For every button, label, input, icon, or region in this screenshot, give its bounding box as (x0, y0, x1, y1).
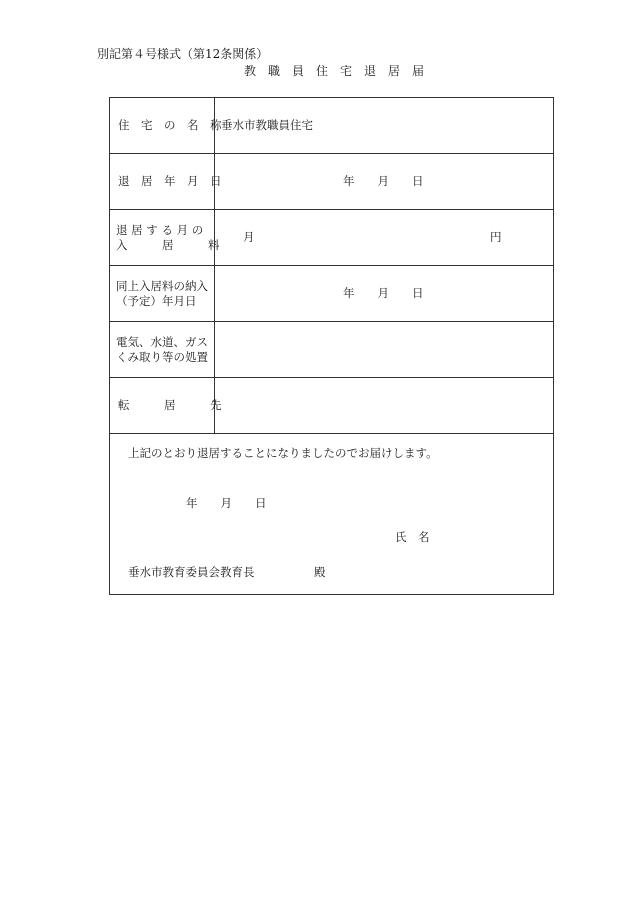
label-forwarding-address-text: 転 居 先 (118, 398, 222, 412)
form-ref: 別記第４号様式（第12条関係） (97, 47, 269, 61)
form-box (109, 97, 554, 595)
honorific: 殿 (314, 565, 326, 579)
label-rent-payment-date (110, 266, 215, 321)
addressee: 垂水市教育委員会教育長 (128, 565, 255, 579)
label-rent-payment-date-text (116, 279, 210, 309)
field-forwarding-address[interactable] (215, 378, 553, 433)
row-rent (110, 210, 553, 266)
label-rent-payment-line1: 同上入居料の納入 (116, 279, 208, 293)
rent-month-unit: 月 (243, 230, 255, 244)
label-forwarding-address (110, 378, 222, 433)
declaration-date-field[interactable]: 年 月 日 (186, 496, 267, 510)
rent-payment-date-placeholder: 年 月 日 (343, 286, 424, 300)
label-utilities-line2: くみ取り等の処置 (116, 350, 208, 364)
field-housing-name[interactable] (215, 98, 553, 153)
label-housing-name (110, 98, 222, 153)
field-utilities[interactable] (215, 322, 553, 377)
form-title: 教 職 員 住 宅 退 居 届 (244, 64, 425, 78)
label-utilities (110, 322, 215, 377)
row-forwarding-address (110, 378, 553, 434)
label-housing-name-text: 住 宅 の 名 称 (118, 118, 222, 132)
move-out-date-placeholder: 年 月 日 (343, 174, 424, 188)
label-rent-line2: 入 居 料 (116, 238, 220, 252)
field-move-out-date[interactable] (215, 154, 553, 209)
label-rent-payment-line2: （予定）年月日 (116, 294, 197, 308)
label-move-out-date (110, 154, 222, 209)
row-rent-payment-date (110, 266, 553, 322)
row-housing-name (110, 98, 553, 154)
label-utilities-line1: 電気、水道、ガス (116, 335, 208, 349)
field-rent[interactable] (215, 210, 553, 265)
declaration-statement: 上記のとおり退居することになりましたのでお届けします。 (128, 446, 438, 460)
housing-name-value: 垂水市教職員住宅 (221, 118, 313, 132)
label-utilities-text (116, 335, 210, 365)
label-rent-line1: 退 居 す る 月 の (116, 223, 204, 237)
label-rent-text (116, 223, 220, 253)
row-move-out-date (110, 154, 553, 210)
row-utilities (110, 322, 553, 378)
rent-yen-unit: 円 (490, 230, 502, 244)
label-move-out-date-text: 退 居 年 月 日 (118, 174, 222, 188)
applicant-name-label: 氏 名 (395, 530, 430, 544)
field-rent-payment-date[interactable] (215, 266, 553, 321)
label-rent (110, 210, 220, 265)
